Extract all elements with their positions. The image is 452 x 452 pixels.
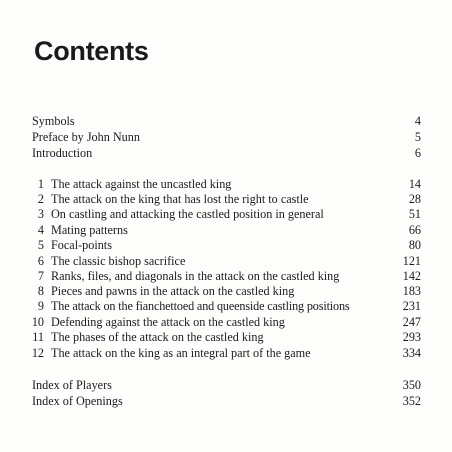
chapter-title: The classic bishop sacrifice — [51, 254, 186, 268]
entry-page-number: 6 — [414, 146, 421, 160]
toc-entry-index-players — [0, 378, 452, 393]
chapter-title: Ranks, files, and diagonals in the attack on the castled king — [51, 269, 340, 283]
chapter-title: Mating patterns — [51, 223, 128, 237]
chapter-page-number: 334 — [402, 346, 421, 360]
toc-chapter-row — [0, 299, 452, 314]
entry-title: Preface by John Nunn — [32, 130, 140, 144]
chapter-number: 9 — [37, 299, 44, 313]
page-title: Contents — [34, 36, 149, 66]
toc-chapter-row — [0, 207, 452, 222]
chapter-title: The phases of the attack on the castled king — [51, 330, 264, 344]
toc-chapter-row — [0, 238, 452, 253]
chapter-page-number: 293 — [402, 330, 421, 344]
chapter-number: 4 — [37, 223, 44, 237]
toc-chapter-row — [0, 177, 452, 192]
chapter-number: 10 — [31, 315, 44, 329]
toc-entry-introduction — [0, 146, 452, 161]
toc-entry-index-openings — [0, 394, 452, 409]
chapter-number: 2 — [37, 192, 44, 206]
entry-title: Index of Players — [32, 378, 112, 392]
chapter-number: 12 — [31, 346, 44, 360]
chapter-page-number: 183 — [402, 284, 421, 298]
chapter-title: The attack on the king that has lost the right to castle — [51, 192, 309, 206]
entry-page-number: 4 — [414, 114, 421, 128]
chapter-number: 11 — [32, 330, 44, 344]
toc-chapter-row — [0, 254, 452, 269]
chapter-page-number: 14 — [408, 177, 421, 191]
chapter-page-number: 51 — [408, 207, 421, 221]
chapter-page-number: 80 — [408, 238, 421, 252]
toc-entry-symbols — [0, 114, 452, 129]
entry-title: Index of Openings — [32, 394, 123, 408]
entry-page-number: 352 — [402, 394, 421, 408]
chapter-page-number: 121 — [402, 254, 421, 268]
entry-page-number: 5 — [414, 130, 421, 144]
toc-chapter-row — [0, 330, 452, 345]
chapter-page-number: 247 — [402, 315, 421, 329]
toc-entry-preface — [0, 130, 452, 145]
chapter-page-number: 66 — [408, 223, 421, 237]
chapter-page-number: 142 — [402, 269, 421, 283]
entry-title: Symbols — [32, 114, 75, 128]
toc-chapter-row — [0, 223, 452, 238]
chapter-title: Pieces and pawns in the attack on the castled king — [51, 284, 295, 298]
toc-chapter-row — [0, 192, 452, 207]
chapter-title: On castling and attacking the castled position in general — [51, 207, 324, 221]
chapter-title: The attack on the king as an integral part of the game — [51, 346, 311, 360]
chapter-page-number: 28 — [408, 192, 421, 206]
chapter-number: 5 — [37, 238, 44, 252]
chapter-title: Defending against the attack on the castled king — [51, 315, 285, 329]
toc-chapter-row — [0, 269, 452, 284]
entry-title: Introduction — [32, 146, 93, 160]
chapter-title: Focal-points — [51, 238, 112, 252]
toc-chapter-row — [0, 284, 452, 299]
toc-chapter-row — [0, 315, 452, 330]
entry-page-number: 350 — [402, 378, 421, 392]
chapter-number: 1 — [37, 177, 44, 191]
chapter-number: 6 — [37, 254, 44, 268]
chapter-title: The attack against the uncastled king — [51, 177, 232, 191]
chapter-number: 8 — [37, 284, 44, 298]
chapter-title: The attack on the fianchettoed and queenside castling positions — [51, 299, 350, 313]
chapter-page-number: 231 — [402, 299, 421, 313]
toc-chapter-row — [0, 346, 452, 361]
chapter-number: 7 — [37, 269, 44, 283]
chapter-number: 3 — [37, 207, 44, 221]
